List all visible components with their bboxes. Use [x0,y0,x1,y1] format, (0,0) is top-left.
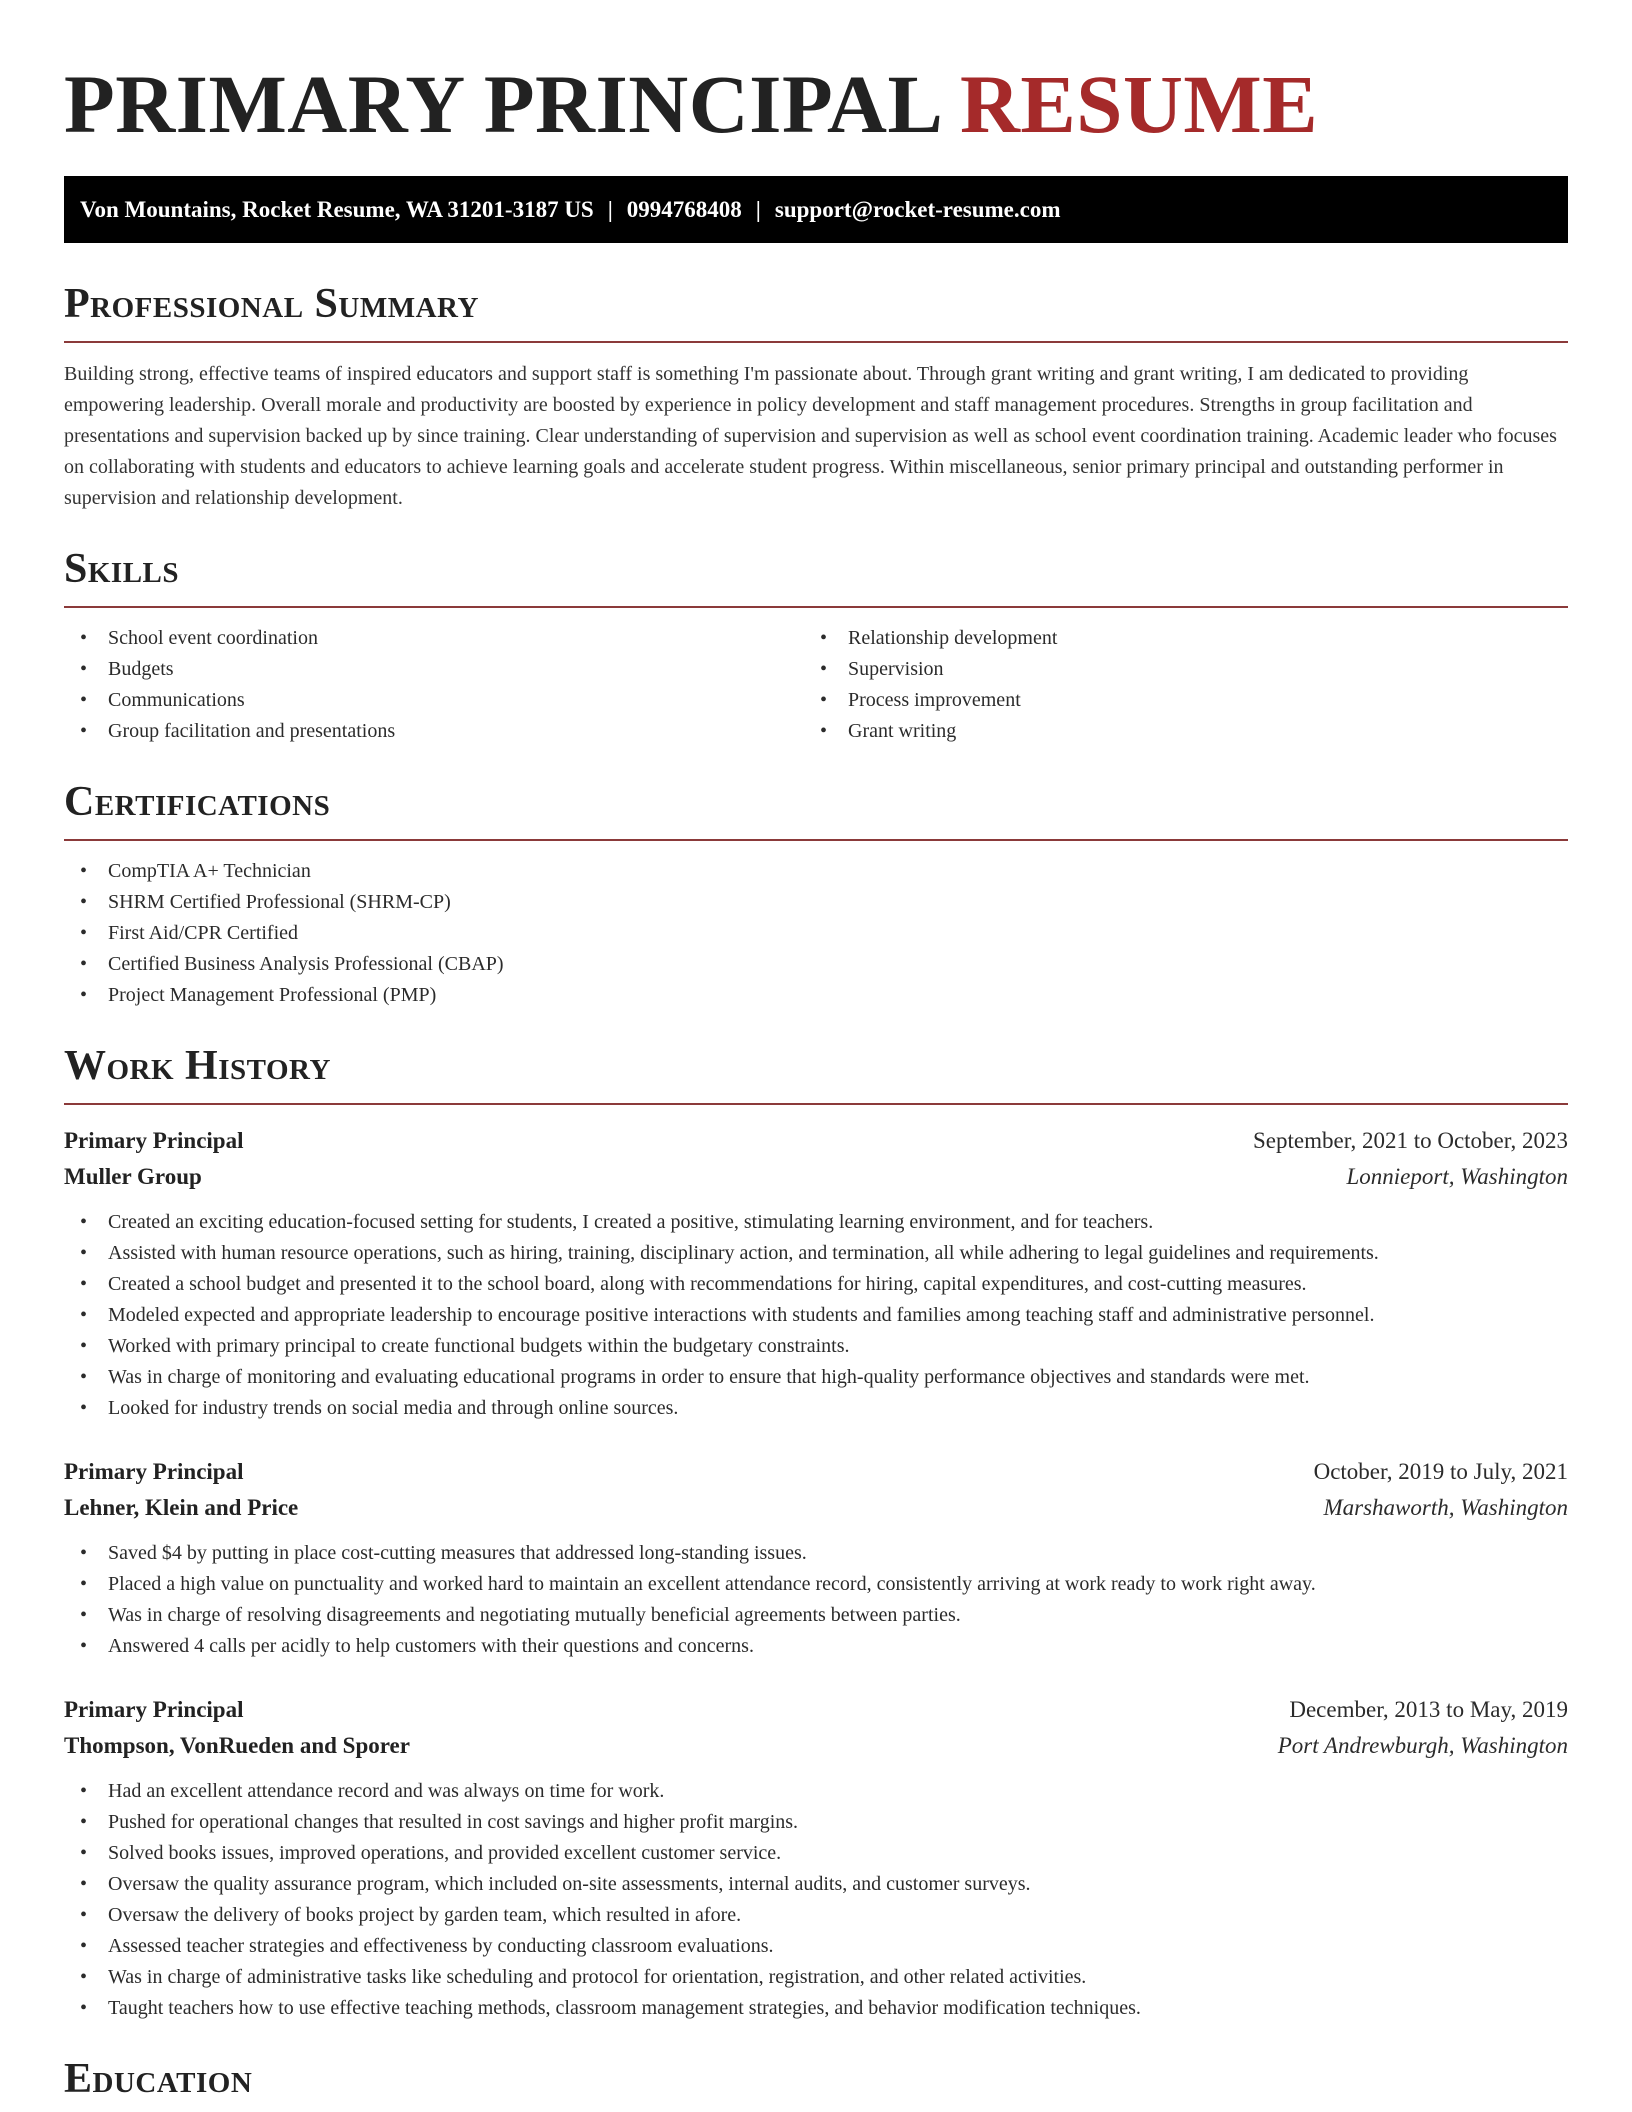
resume-page [64,0,1568,2104]
professional-summary-section [64,279,1568,514]
job-duty: • Created a school budget and presented it to the school board, along with recommendations for hiring, capital expenditures, and cost-cutting measures. [64,1269,1568,1300]
job-title: Primary Principal [64,1459,244,1484]
job-duties-list [64,1207,1568,1424]
job-duty: • Oversaw the quality assurance program, which included on-site assessments, internal audits, and customer surveys. [64,1869,1568,1900]
section-heading-work-history: Work History [64,1043,331,1089]
job-title: Primary Principal [64,1128,244,1153]
job-duty: • Solved books issues, improved operations, and provided excellent customer service. [64,1838,1568,1869]
job-company-row [64,1728,1568,1764]
summary-text: Building strong, effective teams of inspired educators and support staff is something I'm passionate about. Through grant writing and grant writing, I am dedicated to providing empowering leadership. Overall morale and productivity are boosted by experience in policy development and staff management procedures. Strengths in group facilitation and presentations and supervision backed up by since training. Clear understanding of supervision and supervision as well as school event coordination training. Academic leader who focuses on collaborating with students and educators to achieve learning goals and accelerate student progress. Within miscellaneous, senior primary principal and outstanding performer in supervision and relationship development. [64,363,1557,509]
section-heading-skills: Skills [64,546,180,592]
certifications-list [64,856,1568,1011]
job-duty: • Modeled expected and appropriate leadership to encourage positive interactions with students and families among teaching staff and administrative personnel. [64,1300,1568,1331]
certification-item: • First Aid/CPR Certified [64,918,1568,949]
title-main: PRIMARY PRINCIPAL [64,58,939,150]
skill-item: • Supervision [804,654,1544,685]
job-duty: • Had an excellent attendance record and was always on time for work. [64,1776,1568,1807]
skill-item: • Relationship development [804,623,1544,654]
certification-item: • Project Management Professional (PMP) [64,980,1568,1011]
job-dates: September, 2021 to October, 2023 [1253,1128,1568,1153]
section-heading-education: Education [64,2056,253,2102]
resume-title [64,0,1568,154]
skill-item: • Communications [64,685,804,716]
job-header-row [64,1123,1568,1159]
job-duty: • Saved $4 by putting in place cost-cutting measures that addressed long-standing issues. [64,1538,1568,1569]
contact-separator: | [607,197,613,222]
job-duty: • Assisted with human resource operations, such as hiring, training, disciplinary action, and termination, all while adhering to legal guidelines and requirements. [64,1238,1568,1269]
skill-item: • Budgets [64,654,804,685]
section-heading-certifications: Certifications [64,779,331,825]
job-company-row [64,1159,1568,1195]
certification-item: • CompTIA A+ Technician [64,856,1568,887]
job-header-row [64,1692,1568,1728]
job-duty: • Pushed for operational changes that resulted in cost savings and higher profit margins. [64,1807,1568,1838]
section-heading-summary: Professional Summary [64,281,479,327]
job-duty: • Oversaw the delivery of books project by garden team, which resulted in afore. [64,1900,1568,1931]
job-header-row [64,1454,1568,1490]
job-duty: • Answered 4 calls per acidly to help customers with their questions and concerns. [64,1631,1568,1662]
job-location: Lonnieport, Washington [1346,1164,1568,1189]
job-duties-list [64,1538,1568,1662]
job-entry [64,1454,1568,1662]
job-company: Muller Group [64,1164,202,1189]
job-location: Marshaworth, Washington [1323,1495,1568,1520]
education-section [64,2054,1568,2104]
job-duty: • Worked with primary principal to create functional budgets within the budgetary constraints. [64,1331,1568,1362]
job-duty: • Taught teachers how to use effective teaching methods, classroom management strategies, and behavior modification techniques. [64,1993,1568,2024]
skill-item: • Grant writing [804,716,1544,747]
skills-column-left [64,623,804,747]
job-entry [64,1692,1568,2024]
job-duty: • Placed a high value on punctuality and worked hard to maintain an excellent attendance record, consistently arriving at work ready to work right away. [64,1569,1568,1600]
job-title: Primary Principal [64,1697,244,1722]
skill-item: • Group facilitation and presentations [64,716,804,747]
skills-grid [64,623,1568,747]
job-duty: • Looked for industry trends on social media and through online sources. [64,1393,1568,1424]
section-divider [64,341,1568,343]
job-company: Lehner, Klein and Price [64,1495,299,1520]
job-company: Thompson, VonRueden and Sporer [64,1733,410,1758]
job-duty: • Created an exciting education-focused setting for students, I created a positive, stimulating learning environment, and for teachers. [64,1207,1568,1238]
certifications-section [64,777,1568,1011]
certification-item: • Certified Business Analysis Professional (CBAP) [64,949,1568,980]
work-history-section [64,1041,1568,2024]
contact-phone: 0994768408 [626,197,742,222]
job-entry [64,1123,1568,1424]
job-dates: October, 2019 to July, 2021 [1313,1459,1568,1484]
job-duty: • Was in charge of resolving disagreements and negotiating mutually beneficial agreements between parties. [64,1600,1568,1631]
skill-item: • School event coordination [64,623,804,654]
contact-bar [64,176,1568,243]
certification-item: • SHRM Certified Professional (SHRM-CP) [64,887,1568,918]
contact-email[interactable]: support@rocket-resume.com [774,197,1061,222]
job-duty: • Assessed teacher strategies and effectiveness by conducting classroom evaluations. [64,1931,1568,1962]
job-company-row [64,1490,1568,1526]
section-divider [64,839,1568,841]
contact-address: Von Mountains, Rocket Resume, WA 31201-3187 US [80,197,594,222]
title-accent: RESUME [959,58,1319,150]
job-location: Port Andrewburgh, Washington [1277,1733,1568,1758]
job-duties-list [64,1776,1568,2024]
job-dates: December, 2013 to May, 2019 [1289,1697,1568,1722]
job-duty: • Was in charge of administrative tasks like scheduling and protocol for orientation, registration, and other related activities. [64,1962,1568,1993]
skill-item: • Process improvement [804,685,1544,716]
skills-section [64,544,1568,747]
skills-column-right [804,623,1544,747]
section-divider [64,606,1568,608]
section-divider [64,1103,1568,1105]
contact-separator: | [755,197,761,222]
job-duty: • Was in charge of monitoring and evaluating educational programs in order to ensure that high-quality performance objectives and standards were met. [64,1362,1568,1393]
